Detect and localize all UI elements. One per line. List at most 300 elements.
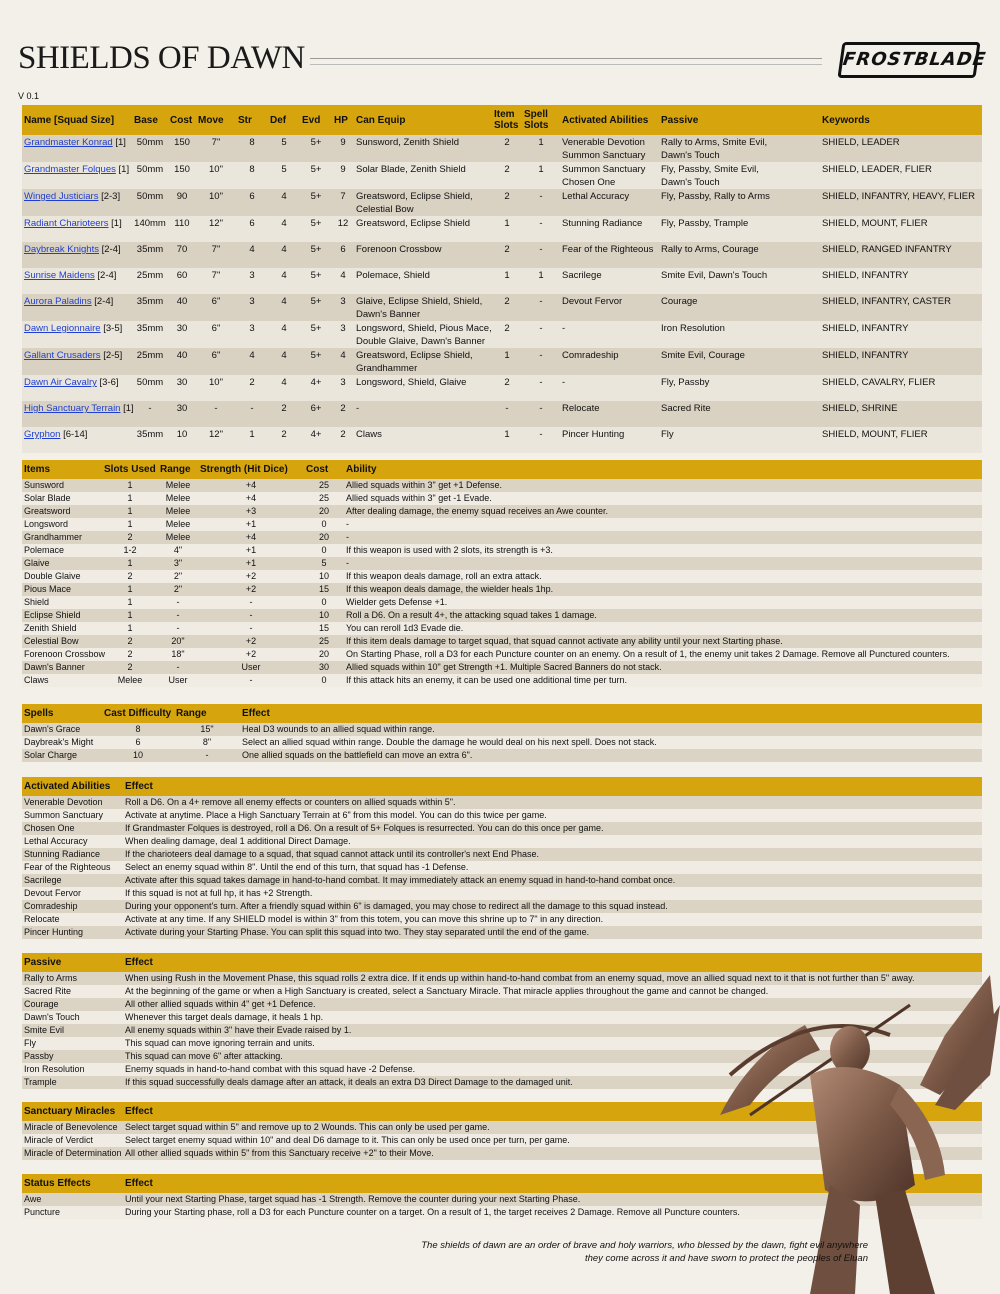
table-cell: 0 (304, 674, 344, 687)
unit-keywords: SHIELD, LEADER (820, 135, 982, 162)
table-cell: Whenever this target deals damage, it heals 1 hp. (123, 1011, 982, 1024)
table-cell: Solar Charge (22, 749, 102, 762)
table-row (22, 887, 982, 900)
unit-name-link[interactable]: Dawn Air Cavalry (24, 377, 97, 388)
unit-name-link[interactable]: Grandmaster Folques (24, 164, 116, 175)
unit-name-link[interactable]: Gallant Crusaders (24, 350, 101, 361)
table-cell: Relocate (22, 913, 123, 926)
unit-hp: 9 (332, 135, 354, 162)
table-cell: Stunning Radiance (22, 848, 123, 861)
table-cell: 2 (102, 648, 158, 661)
unit-spell-slots: - (522, 216, 560, 242)
table-cell: All other allied squads within 4" get +1 Defence. (123, 998, 982, 1011)
column-header: Sanctuary Miracles (22, 1102, 123, 1121)
table-cell: When using Rush in the Movement Phase, this squad rolls 2 extra dice. If it ends up within hand-to-hand combat from an enemy squad, move an allied squad next to it that is not further than 5" away. (123, 972, 982, 985)
squad-size: [3-6] (99, 377, 119, 388)
unit-equip (354, 401, 492, 427)
table-row (22, 913, 982, 926)
table-cell: +3 (198, 505, 304, 518)
column-header: Move (196, 105, 236, 135)
unit-passive (659, 135, 820, 162)
table-cell: If this item deals damage to target squad, that squad cannot activate any ability until your next Starting phase. (344, 635, 982, 648)
table-cell: Miracle of Verdict (22, 1134, 123, 1147)
unit-base: 35mm (132, 427, 168, 453)
unit-keywords: SHIELD, CAVALRY, FLIER (820, 375, 982, 401)
unit-base: 50mm (132, 135, 168, 162)
table-row (22, 900, 982, 913)
unit-evd: 5+ (300, 216, 332, 242)
unit-evd: 5+ (300, 189, 332, 216)
squad-size: [1] (123, 403, 134, 414)
unit-name-cell (22, 189, 132, 216)
unit-base: 140mm (132, 216, 168, 242)
unit-evd: 5+ (300, 162, 332, 189)
table-cell: Pious Mace (22, 583, 102, 596)
ability-line: Chosen One (562, 177, 616, 188)
table-cell: 1-2 (102, 544, 158, 557)
unit-def: 4 (268, 321, 300, 348)
table-row (22, 531, 982, 544)
unit-move: 10" (196, 162, 236, 189)
unit-hp: 7 (332, 189, 354, 216)
table-cell: - (198, 609, 304, 622)
column-header: Cost (168, 105, 196, 135)
unit-move: 7" (196, 135, 236, 162)
table-cell: If this weapon deals damage, the wielder heals 1hp. (344, 583, 982, 596)
passive-line: Dawn's Touch (661, 150, 720, 161)
unit-hp: 2 (332, 427, 354, 453)
equip-line: Glaive, Eclipse Shield, Shield, (356, 296, 483, 307)
unit-move: 7" (196, 268, 236, 294)
table-cell: 0 (304, 596, 344, 609)
ability-line: Sacrilege (562, 270, 602, 281)
table-cell: Forenoon Crossbow (24, 649, 106, 659)
squad-size: [2-4] (101, 244, 121, 255)
unit-passive (659, 401, 820, 427)
unit-equip (354, 189, 492, 216)
table-cell: At the beginning of the game or when a High Sanctuary is created, select a Sanctuary Miracle. That miracle applies throughout the game and cannot be changed. (123, 985, 982, 998)
table-cell: Rally to Arms (22, 972, 123, 985)
table-cell: +4 (198, 479, 304, 492)
unit-passive (659, 268, 820, 294)
equip-line: Greatsword, Eclipse Shield (356, 218, 471, 229)
unit-evd: 6+ (300, 401, 332, 427)
table-cell: One allied squads on the battlefield can move an extra 6". (240, 749, 982, 762)
unit-item-slots: 1 (492, 427, 522, 453)
flavor-tagline-line-2: they come across it and have sworn to protect the peoples of Eluan (584, 1252, 868, 1264)
table-cell: 25 (304, 635, 344, 648)
unit-item-slots: 2 (492, 375, 522, 401)
table-cell: Sacrilege (22, 874, 123, 887)
unit-keywords: SHIELD, RANGED INFANTRY (820, 242, 982, 268)
unit-def: 4 (268, 348, 300, 375)
unit-name-cell (22, 268, 132, 294)
unit-cost: 60 (168, 268, 196, 294)
table-cell: - (344, 531, 982, 544)
unit-spell-slots: - (522, 375, 560, 401)
table-cell: - (198, 622, 304, 635)
unit-base: - (132, 401, 168, 427)
unit-name-cell (22, 348, 132, 375)
unit-move: 7" (196, 242, 236, 268)
unit-equip (354, 216, 492, 242)
table-cell: 2 (102, 661, 158, 674)
equip-line: Greatsword, Eclipse Shield, (356, 350, 473, 361)
table-cell: Activate at any time. If any SHIELD model is within 3" from this totem, you can move this shrine up to 7" in any direction. (123, 913, 982, 926)
table-cell: 2" (158, 583, 198, 596)
table-row (22, 622, 982, 635)
table-cell: 30 (304, 661, 344, 674)
table-cell: Double Glaive (22, 570, 102, 583)
table-cell: - (158, 661, 198, 674)
unit-passive (659, 321, 820, 348)
unit-str: 6 (236, 216, 268, 242)
table-cell: All other allied squads within 5" from this Sanctuary receive +2" to their Move. (123, 1147, 982, 1160)
table-cell: Select target squad within 5" and remove up to 2 Wounds. This can only be used per game. (123, 1121, 982, 1134)
table-cell: During your opponent's turn. After a friendly squad within 6" is damaged, you may chose to redirect all the damage to this squad instead. (123, 900, 982, 913)
table-cell: If this weapon is used with 2 slots, its strength is +3. (344, 544, 982, 557)
table-cell: 10 (304, 609, 344, 622)
table-cell: 1 (102, 479, 158, 492)
squad-size: [3-5] (103, 323, 123, 334)
table-cell: 2 (102, 570, 158, 583)
table-cell: All enemy squads within 3" have their Evade raised by 1. (123, 1024, 982, 1037)
unit-move: 10" (196, 375, 236, 401)
ability-line: Relocate (562, 403, 600, 414)
table-row (22, 492, 982, 505)
unit-base: 50mm (132, 375, 168, 401)
unit-row (22, 427, 982, 453)
unit-abilities (560, 401, 659, 427)
unit-name-cell (22, 427, 132, 453)
table-cell: Heal D3 wounds to an allied squad within range. (240, 723, 982, 736)
table-cell: - (158, 622, 198, 635)
unit-name-link[interactable]: Dawn Legionnaire (24, 323, 101, 334)
frostblade-logo: FROSTBLADE (837, 42, 980, 78)
table-cell: Melee (158, 518, 198, 531)
unit-move: 10" (196, 189, 236, 216)
unit-name-link[interactable]: Aurora Paladins (24, 296, 92, 307)
unit-equip (354, 242, 492, 268)
table-cell: If this attack hits an enemy, it can be used one additional time per turn. (344, 674, 982, 687)
unit-abilities (560, 294, 659, 321)
unit-name-cell (22, 162, 132, 189)
unit-name-link[interactable]: Daybreak Knights (24, 244, 99, 255)
unit-name-link[interactable]: Sunrise Maidens (24, 270, 95, 281)
column-header: Range (174, 704, 240, 723)
squad-size: [1] (111, 218, 122, 229)
unit-move: 6" (196, 294, 236, 321)
unit-passive (659, 162, 820, 189)
equip-line: Forenoon Crossbow (356, 244, 442, 255)
table-cell: +1 (198, 544, 304, 557)
unit-name-cell (22, 242, 132, 268)
unit-abilities (560, 162, 659, 189)
column-header-part: Slots (494, 120, 519, 131)
table-row (22, 861, 982, 874)
table-cell: If this squad successfully deals damage after an attack, it deals an extra D3 Direct Damage to the damaged unit. (123, 1076, 982, 1089)
table-row (22, 609, 982, 622)
table-row (22, 544, 982, 557)
unit-evd: 4+ (300, 375, 332, 401)
unit-keywords: SHIELD, INFANTRY (820, 348, 982, 375)
table-cell: 1 (102, 596, 158, 609)
passive-line: Iron Resolution (661, 323, 725, 334)
table-cell: Eclipse Shield (22, 609, 102, 622)
equip-line: Greatsword, Eclipse Shield, (356, 191, 473, 202)
ability-line: Lethal Accuracy (562, 191, 630, 202)
column-header: Slots Used (102, 460, 158, 479)
table-cell: Dawn's Banner (22, 661, 102, 674)
version-label: V 0.1 (18, 91, 40, 101)
unit-str: 2 (236, 375, 268, 401)
column-header: Cast Difficulty (102, 704, 174, 723)
table-cell: Melee (158, 492, 198, 505)
unit-name-link[interactable]: High Sanctuary Terrain (24, 403, 121, 414)
table-cell: 1 (102, 518, 158, 531)
table-row (22, 505, 982, 518)
equip-line: Longsword, Shield, Pious Mace, (356, 323, 492, 334)
table-cell: Select an allied squad within range. Double the damage he would deal on his next spell. Does not stack. (240, 736, 982, 749)
passive-line: Fly, Passby, Smite Evil, (661, 164, 759, 175)
activated-abilities-table (22, 777, 982, 939)
unit-keywords: SHIELD, LEADER, FLIER (820, 162, 982, 189)
table-cell: Fly (22, 1037, 123, 1050)
table-cell: This squad can move 6" after attacking. (123, 1050, 982, 1063)
passive-line: Fly, Passby (661, 377, 710, 388)
table-cell: Until your next Starting Phase, target squad has -1 Strength. Remove the counter during your next Starting Phase. (123, 1193, 982, 1206)
unit-str: 8 (236, 135, 268, 162)
unit-keywords: SHIELD, INFANTRY (820, 268, 982, 294)
table-cell: 20" (158, 635, 198, 648)
table-row (22, 723, 982, 736)
ability-line: Summon Sanctuary (562, 150, 646, 161)
column-header: Effect (240, 704, 982, 723)
table-cell: Comradeship (22, 900, 123, 913)
table-cell: If the charioteers deal damage to a squad, that squad cannot attack until its controller's next End Phase. (123, 848, 982, 861)
unit-abilities (560, 375, 659, 401)
unit-equip (354, 135, 492, 162)
unit-hp: 2 (332, 401, 354, 427)
unit-cost: 110 (168, 216, 196, 242)
table-cell: - (198, 674, 304, 687)
unit-evd: 5+ (300, 135, 332, 162)
table-cell: 2" (158, 570, 198, 583)
table-cell: Iron Resolution (22, 1063, 123, 1076)
table-cell: During your Starting phase, roll a D3 for each Puncture counter on a target. On a result of 1, the target receives 2 Damage. Remove all Puncture counters. (123, 1206, 982, 1219)
unit-str: 1 (236, 427, 268, 453)
equip-line: Polemace, Shield (356, 270, 430, 281)
table-cell: 25 (304, 492, 344, 505)
table-cell: +1 (198, 557, 304, 570)
table-cell: 2 (102, 635, 158, 648)
column-header: Str (236, 105, 268, 135)
unit-item-slots: 1 (492, 268, 522, 294)
title-divider-secondary (310, 64, 822, 65)
unit-spell-slots: - (522, 401, 560, 427)
unit-passive (659, 189, 820, 216)
unit-item-slots: 2 (492, 162, 522, 189)
table-cell: 5 (304, 557, 344, 570)
squad-size: [1] (118, 164, 130, 175)
unit-abilities (560, 348, 659, 375)
table-row (22, 557, 982, 570)
equip-line: Longsword, Shield, Glaive (356, 377, 467, 388)
unit-equip (354, 348, 492, 375)
table-cell: Claws (22, 674, 102, 687)
unit-evd: 5+ (300, 242, 332, 268)
ability-line: Fear of the Righteous (562, 244, 654, 255)
passive-line: Fly (661, 429, 674, 440)
unit-base: 35mm (132, 321, 168, 348)
unit-cost: 30 (168, 321, 196, 348)
passive-line: Rally to Arms, Courage (661, 244, 759, 255)
table-cell: User (198, 661, 304, 674)
column-header (492, 105, 522, 135)
table-cell: +4 (198, 531, 304, 544)
column-header: Def (268, 105, 300, 135)
unit-def: 4 (268, 189, 300, 216)
table-cell: Activate after this squad takes damage in hand-to-hand combat. It may immediately attack an enemy squad in hand-to-hand combat once. (123, 874, 982, 887)
table-cell: 20 (304, 505, 344, 518)
passive-line: Fly, Passby, Rally to Arms (661, 191, 770, 202)
table-cell: Celestial Bow (22, 635, 102, 648)
passive-line: Smite Evil, Dawn's Touch (661, 270, 768, 281)
unit-spell-slots: 1 (522, 268, 560, 294)
unit-name-link[interactable]: Grandmaster Konrad (24, 137, 113, 148)
table-cell: Activate at anytime. Place a High Sanctuary Terrain at 6" from this model. You can do this twice per game. (123, 809, 982, 822)
table-cell: Enemy squads in hand-to-hand combat with this squad have -2 Defense. (123, 1063, 982, 1076)
table-cell: You can reroll 1d3 Evade die. (344, 622, 982, 635)
unit-equip (354, 321, 492, 348)
spells-table (22, 704, 982, 762)
table-cell: Pincer Hunting (22, 926, 123, 939)
unit-str: 3 (236, 321, 268, 348)
squad-size: [2-4] (97, 270, 117, 281)
unit-spell-slots: - (522, 348, 560, 375)
column-header: Status Effects (22, 1174, 123, 1193)
table-cell: - (174, 749, 240, 762)
unit-def: 4 (268, 375, 300, 401)
unit-spell-slots: - (522, 294, 560, 321)
unit-passive (659, 294, 820, 321)
table-row (22, 596, 982, 609)
table-cell: Allied squads within 3" get -1 Evade. (344, 492, 982, 505)
table-row (22, 648, 982, 661)
ability-line: Pincer Hunting (562, 429, 625, 440)
unit-hp: 4 (332, 348, 354, 375)
table-cell: +2 (198, 648, 304, 661)
table-cell: Fear of the Righteous (22, 861, 123, 874)
unit-equip (354, 375, 492, 401)
unit-cost: 30 (168, 401, 196, 427)
column-header: Range (158, 460, 198, 479)
table-cell: After dealing damage, the enemy squad receives an Awe counter. (344, 505, 982, 518)
table-cell: Chosen One (22, 822, 123, 835)
column-header: Activated Abilities (560, 105, 659, 135)
units-table (22, 105, 982, 453)
equip-line: Solar Blade, Zenith Shield (356, 164, 466, 175)
unit-equip (354, 294, 492, 321)
unit-cost: 150 (168, 135, 196, 162)
unit-hp: 3 (332, 321, 354, 348)
ability-line: Devout Fervor (562, 296, 623, 307)
unit-keywords: SHIELD, SHRINE (820, 401, 982, 427)
unit-str: 6 (236, 189, 268, 216)
unit-spell-slots: - (522, 189, 560, 216)
unit-keywords: SHIELD, MOUNT, FLIER (820, 427, 982, 453)
table-cell: 15 (304, 622, 344, 635)
unit-base: 35mm (132, 294, 168, 321)
table-row (22, 796, 982, 809)
table-row (22, 822, 982, 835)
table-cell: - (158, 596, 198, 609)
equip-line: Sunsword, Zenith Shield (356, 137, 459, 148)
table-cell: This squad can move ignoring terrain and units. (123, 1037, 982, 1050)
unit-item-slots: 1 (492, 348, 522, 375)
table-cell: Lethal Accuracy (22, 835, 123, 848)
table-cell: Sunsword (22, 479, 102, 492)
unit-keywords: SHIELD, INFANTRY, HEAVY, FLIER (820, 189, 982, 216)
unit-spell-slots: 1 (522, 135, 560, 162)
unit-name-cell (22, 294, 132, 321)
table-row (22, 518, 982, 531)
unit-move: 12" (196, 427, 236, 453)
table-row (22, 661, 982, 674)
unit-hp: 3 (332, 294, 354, 321)
table-cell: Activate during your Starting Phase. You can split this squad into two. They stay separated until the end of the game. (123, 926, 982, 939)
unit-def: 5 (268, 135, 300, 162)
table-cell: If this squad is not at full hp, it has +2 Strength. (123, 887, 982, 900)
unit-name-link[interactable]: Winged Justiciars (24, 191, 99, 202)
unit-abilities (560, 135, 659, 162)
unit-row (22, 401, 982, 427)
table-cell: 10 (102, 749, 174, 762)
unit-name-link[interactable]: Gryphon (24, 429, 61, 440)
unit-evd: 5+ (300, 348, 332, 375)
unit-name-link[interactable]: Radiant Charioteers (24, 218, 109, 229)
unit-row (22, 242, 982, 268)
unit-abilities (560, 268, 659, 294)
unit-spell-slots: - (522, 242, 560, 268)
table-cell: Miracle of Determination (24, 1148, 122, 1158)
column-header: Spells (22, 704, 102, 723)
unit-evd: 5+ (300, 268, 332, 294)
table-cell: +2 (198, 635, 304, 648)
unit-cost: 30 (168, 375, 196, 401)
table-cell: 20 (304, 648, 344, 661)
unit-abilities (560, 189, 659, 216)
equip-line: - (356, 403, 360, 414)
squad-size: [1] (115, 137, 126, 148)
table-cell: 15 (304, 583, 344, 596)
squad-size: [2-4] (94, 296, 114, 307)
unit-base: 50mm (132, 189, 168, 216)
column-header-part: Slots (524, 120, 549, 131)
unit-base: 25mm (132, 348, 168, 375)
column-header: Cost (304, 460, 344, 479)
unit-row (22, 348, 982, 375)
unit-hp: 6 (332, 242, 354, 268)
unit-spell-slots: - (522, 427, 560, 453)
unit-def: 5 (268, 162, 300, 189)
table-cell: Awe (22, 1193, 123, 1206)
table-cell: Sacred Rite (22, 985, 123, 998)
unit-hp: 4 (332, 268, 354, 294)
ability-line: Comradeship (562, 350, 619, 361)
table-cell: 2 (102, 531, 158, 544)
unit-spell-slots: 1 (522, 162, 560, 189)
